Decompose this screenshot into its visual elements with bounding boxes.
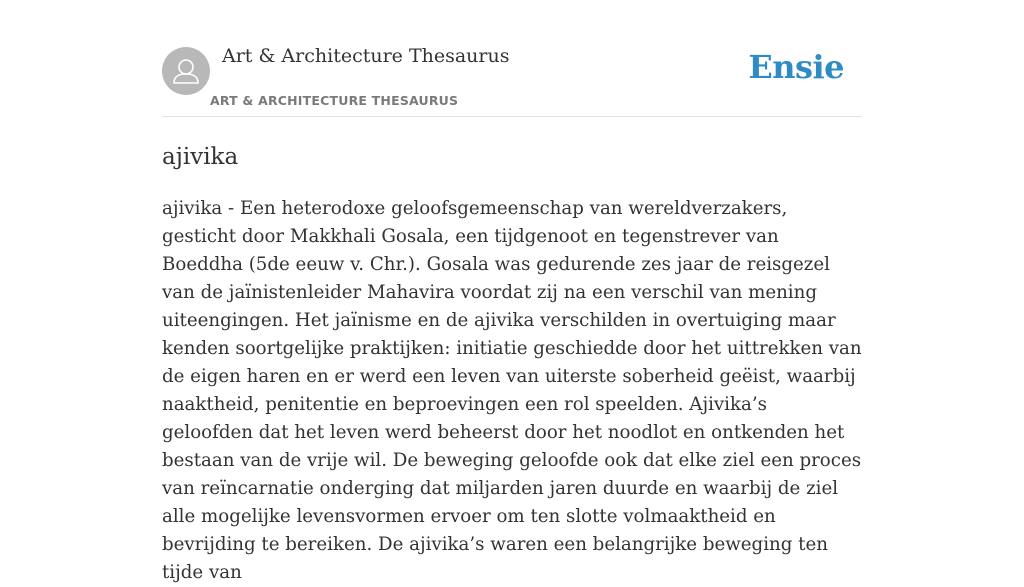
source-header: [162, 0, 862, 117]
source-title[interactable]: Art & Architecture Thesaurus: [222, 45, 510, 67]
brand-logo-link[interactable]: Ensie: [748, 48, 844, 86]
entry-word: ajivika: [162, 144, 239, 170]
source-label[interactable]: ART & ARCHITECTURE THESAURUS: [210, 93, 459, 108]
source-avatar[interactable]: [162, 47, 210, 95]
entry-definition: ajivika - Een heterodoxe geloofsgemeenschap van wereldverzakers, gesticht door Makkhali Gosala, een tijdgenoot en tegenstrever van Boeddha (5de eeuw v. Chr.). Gosala was gedurende zes jaar de reisgezel van de jaïnistenleider Mahavira voordat zij na een verschil van mening uiteengingen. Het jaïnisme en de ajivika verschilden in overtuiging maar kenden soortgelijke praktijken: initiatie geschiedde door het uittrekken van de eigen haren en er werd een leven van uiterste soberheid geëist, waarbij naaktheid, penitentie en beproevingen een rol speelden. Ajivika’s geloofden dat het leven werd beheerst door het noodlot en ontkenden het bestaan van de vrije wil. De beweging geloofde ook dat elke ziel een proces van reïncarnatie onderging dat miljarden jaren duurde en waarbij de ziel alle mogelijke levensvormen ervoer om ten slotte volmaaktheid en bevrijding te bereiken. De ajivika’s waren een belangrijke beweging ten tijde van: [162, 198, 862, 583]
user-silhouette-icon: [162, 47, 210, 95]
page: [162, 0, 862, 587]
